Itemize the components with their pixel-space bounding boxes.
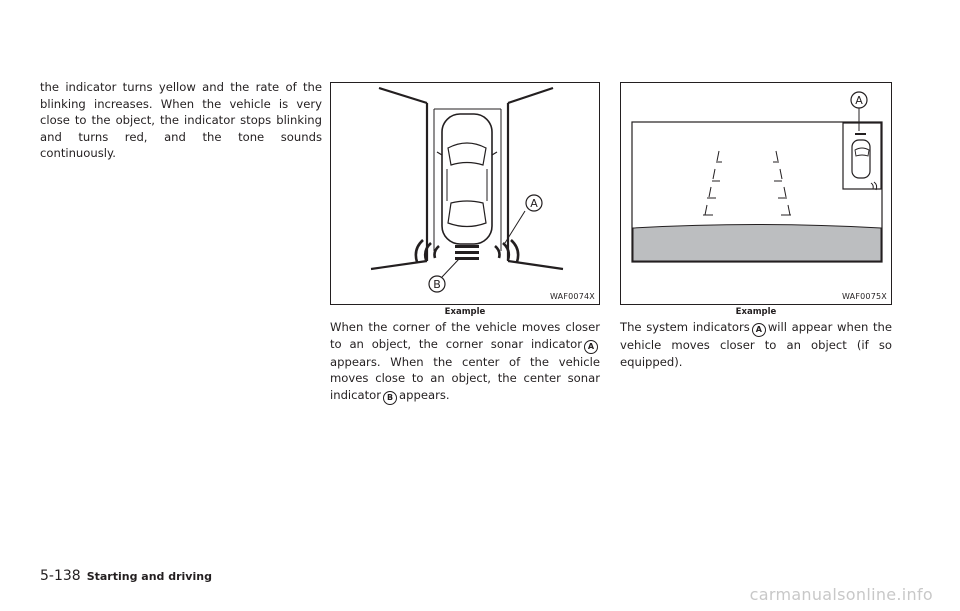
col2-text-1: When the corner of the vehicle moves closer to an object, the corner sonar indicator — [330, 320, 600, 351]
figure-code: WAF0074X — [550, 292, 595, 301]
section-title: Starting and driving — [86, 570, 212, 583]
figure-code: WAF0075X — [842, 292, 887, 301]
car-icon — [437, 114, 497, 244]
label-b: B — [433, 278, 441, 291]
indicator-a-symbol: A — [752, 323, 766, 337]
indicator-b-symbol: B — [383, 391, 397, 405]
rear-view-illustration — [621, 83, 893, 306]
watermark: carmanualsonline.info — [749, 585, 933, 604]
center-sonar-indicator — [455, 245, 479, 260]
col2-text-3: appears. — [399, 387, 450, 402]
figure-rear-view-screen — [620, 82, 892, 305]
body-text-col3 — [620, 319, 892, 370]
corner-sonar-right — [495, 240, 518, 262]
body-text-col1: the indicator turns yellow and the rate of the blinking increases. When the vehicle is very close to the object, the indicator stops blinking and turns red, and the tone sounds continuously. — [40, 80, 322, 160]
label-a: A — [530, 197, 538, 210]
indicator-a-symbol: A — [584, 340, 598, 354]
col3-text-1: The system indicators — [620, 320, 750, 334]
label-a: A — [855, 94, 863, 107]
figure-top-view-sonar — [330, 82, 600, 305]
body-text-col2 — [330, 319, 600, 405]
figure-caption: Example — [735, 307, 777, 317]
col3-text-2: will appear when the vehicle moves closer to an object (if so equipped). — [620, 320, 893, 369]
page-number: 5-138 — [40, 568, 81, 584]
col2-text-2: appears. When the center of the vehicle moves close to an object, the center sonar indicator — [330, 354, 600, 402]
page-footer — [40, 568, 212, 584]
figure-caption: Example — [444, 307, 486, 317]
top-view-illustration — [331, 83, 601, 306]
